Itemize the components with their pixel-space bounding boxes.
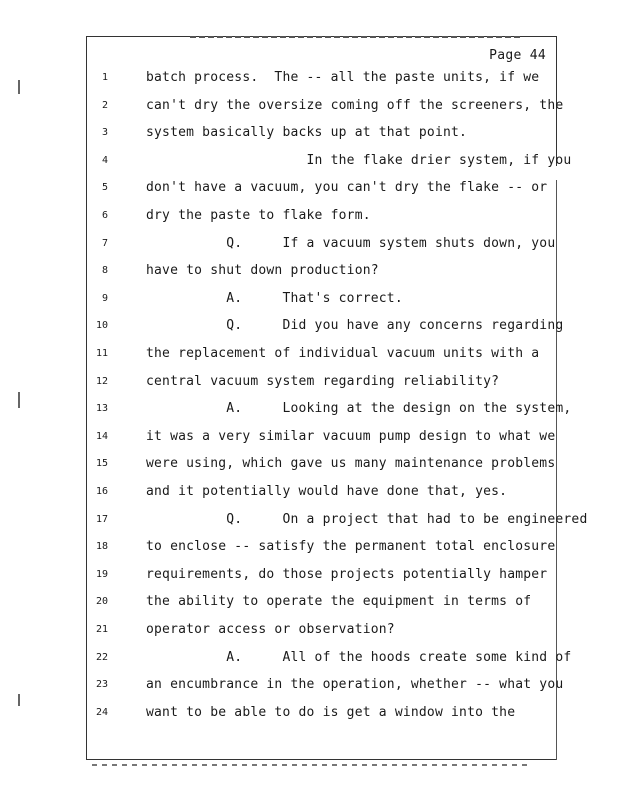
scan-artifact-bottom [92, 764, 532, 766]
line-number: 1 [101, 72, 108, 83]
line-number: 8 [101, 265, 108, 277]
transcript-line-text: it was a very similar vacuum pump design to what we [146, 428, 556, 444]
transcript-line-text: want to be able to do is get a window into the [146, 704, 516, 720]
line-number: 19 [95, 568, 108, 580]
transcript-line-text: central vacuum system regarding reliability? [146, 373, 500, 389]
transcript-line-text: system basically backs up at that point. [146, 125, 468, 141]
transcript-line-text: dry the paste to flake form. [146, 208, 371, 223]
transcript-line-text: batch process. The -- all the paste units, if we [146, 70, 540, 85]
line-number: 5 [101, 182, 108, 194]
line-number: 24 [95, 706, 108, 718]
line-number: 10 [95, 320, 108, 332]
line-number: 20 [95, 596, 108, 608]
transcript-line-text: have to shut down production? [146, 263, 379, 279]
line-number: 16 [95, 486, 108, 497]
line-number: 7 [101, 237, 108, 249]
transcript-line-text: don't have a vacuum, you can't dry the flake -- or [146, 180, 548, 196]
transcript-line-text: can't dry the oversize coming off the screeners, the [146, 97, 564, 113]
line-number: 15 [95, 458, 108, 470]
transcript-line-text: and it potentially would have done that, yes. [146, 484, 508, 499]
line-number: 22 [95, 651, 108, 663]
margin-mark-middle [18, 392, 20, 408]
transcript-line-text: Q. If a vacuum system shuts down, you [146, 235, 556, 251]
line-number: 17 [95, 513, 108, 525]
transcript-line-text: A. All of the hoods create some kind of [146, 649, 572, 665]
page-number-label: Page 44 [489, 48, 546, 63]
line-number: 4 [101, 154, 108, 166]
transcript-line-text: Q. Did you have any concerns regarding [146, 318, 564, 334]
line-number: 23 [95, 679, 108, 691]
line-number: 9 [101, 292, 108, 304]
transcript-line-text: requirements, do those projects potentially hamper [146, 566, 548, 582]
transcript-line-text: to enclose -- satisfy the permanent total enclosure [146, 539, 556, 555]
margin-mark-upper [18, 80, 20, 94]
line-number: 12 [95, 375, 108, 387]
transcript-line-text: an encumbrance in the operation, whether -- what you [146, 677, 564, 693]
line-number: 21 [95, 624, 108, 635]
page-right-rule-lower [556, 180, 557, 760]
transcript-line-text: In the flake drier system, if you [146, 152, 572, 168]
transcript-line-text: operator access or observation? [146, 622, 395, 637]
transcript-line-text: A. Looking at the design on the system, [146, 401, 572, 417]
line-number: 18 [95, 541, 108, 553]
transcript-line-text: were using, which gave us many maintenance problems [146, 456, 556, 472]
line-number: 11 [95, 348, 108, 359]
margin-mark-lower [18, 694, 20, 706]
line-number: 14 [95, 430, 108, 442]
transcript-line-text: the replacement of individual vacuum units with a [146, 346, 540, 361]
transcript-line-text: Q. On a project that had to be engineered [146, 511, 588, 527]
scan-artifact-top [190, 36, 520, 38]
line-number: 3 [101, 127, 108, 139]
line-number: 6 [101, 210, 108, 221]
line-number: 2 [101, 99, 108, 111]
transcript-line-text: A. That's correct. [146, 290, 403, 306]
line-number: 13 [95, 403, 108, 415]
transcript-line-text: the ability to operate the equipment in terms of [146, 594, 532, 610]
